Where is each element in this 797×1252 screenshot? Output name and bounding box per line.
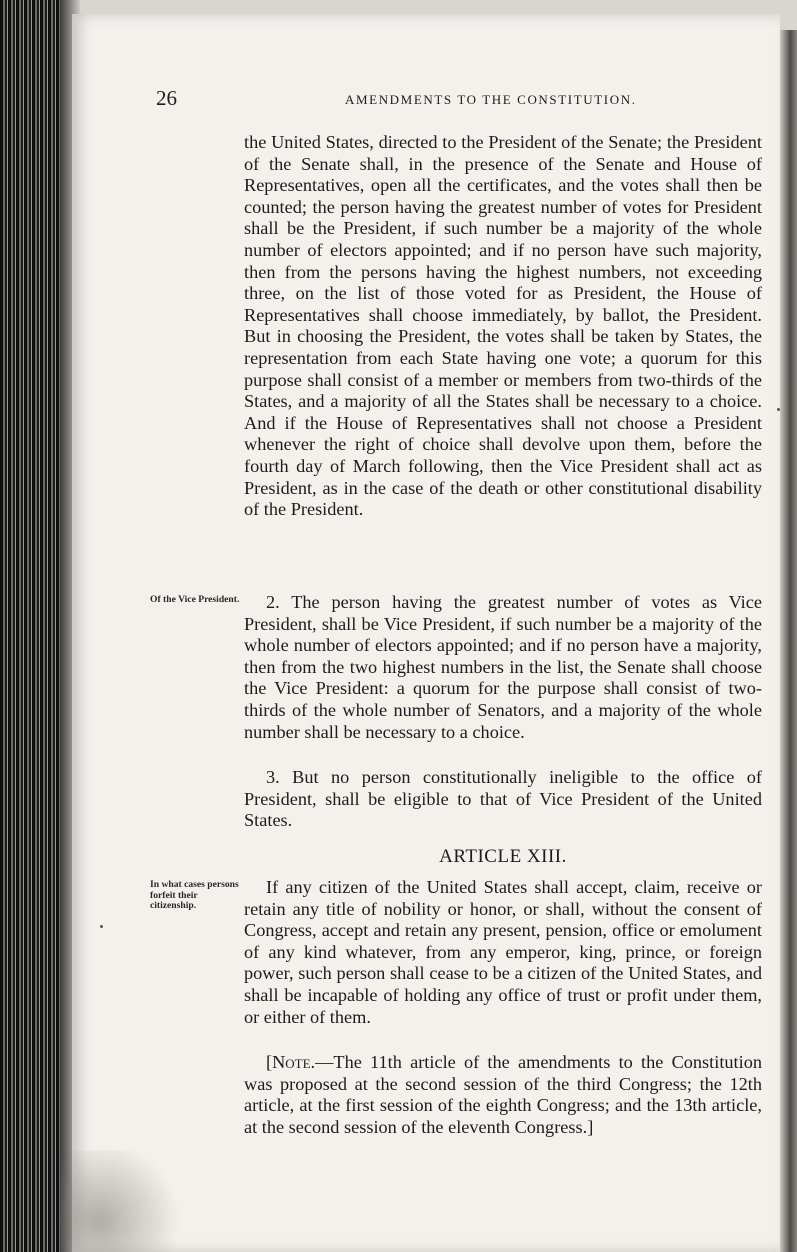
book-page-edges xyxy=(0,0,75,1252)
page-stain xyxy=(60,1150,190,1252)
page-number: 26 xyxy=(156,86,177,110)
book-gutter-shadow xyxy=(780,30,797,1252)
article-xiii-text: If any citizen of the United States shall accept, claim, receive or retain any title of nobility or honor, or shall, without the consent of Congress, accept and retain any present, pension, office or emolument of any kind whatever, from any emperor, king, prince, or foreign power, such person shall cease to be a citizen of the United States, and shall be incapable of holding any office of trust or profit under them, or either of them. xyxy=(244,877,762,1027)
ink-speck xyxy=(100,925,103,928)
running-title: AMENDMENTS TO THE CONSTITUTION. xyxy=(345,92,637,107)
editor-note-text xyxy=(244,1052,762,1138)
editor-note xyxy=(244,1052,762,1138)
note-body: —The 11th article of the amendments to the Constitution was proposed at the second session of the third Congress; the 12th article, at the first session of the eighth Congress; and the 13th article, at the second session of the eleventh Congress.] xyxy=(244,1052,762,1137)
article-xiii-body xyxy=(244,877,762,1028)
margin-note-citizenship: In what cases persons forfeit their citizenship. xyxy=(150,879,239,911)
page-header xyxy=(0,86,797,116)
paragraph-continuation: the United States, directed to the President of the Senate; the President of the Senate shall, in the presence of the Senate and House of Representatives, open all the certificates, and the votes shall then be counted; the person having the greatest number of votes for President shall be the President, if such number be a majority of the whole number of electors appointed; and if no person have such majority, then from the persons having the highest numbers, not exceeding three, on the list of those voted for as President, the House of Representatives shall choose immediately, by ballot, the President. But in choosing the President, the votes shall be taken by States, the representation from each State having one vote; a quorum for this purpose shall consist of a member or members from two-thirds of the States, and a majority of all the States shall be necessary to a choice. And if the House of Representatives shall not choose a President whenever the right of choice shall devolve upon them, before the fourth day of March following, then the Vice President shall act as President, as in the case of the death or other constitutional disability of the President. xyxy=(244,132,762,520)
section-12-continuation xyxy=(244,132,762,521)
clause-3: 3. But no person constitutionally ineligible to the office of President, shall be eligible to that of Vice President of the United States. xyxy=(244,767,762,831)
note-label: [Note. xyxy=(266,1052,316,1072)
clause-3-block xyxy=(244,767,762,832)
article-xiii-heading: ARTICLE XIII. xyxy=(439,846,567,867)
ink-speck xyxy=(777,408,780,411)
clause-2: 2. The person having the greatest number of votes as Vice President, shall be Vice President, if such number be a majority of the whole number of electors appointed; and if no person have a majority, then from the two highest numbers in the list, the Senate shall choose the Vice President: a quorum for the purpose shall consist of two-thirds of the whole number of Senators, and a majority of the whole number shall be necessary to a choice. xyxy=(244,592,762,742)
margin-note-vice-president: Of the Vice President. xyxy=(150,594,240,605)
clause-2-block xyxy=(244,592,762,743)
